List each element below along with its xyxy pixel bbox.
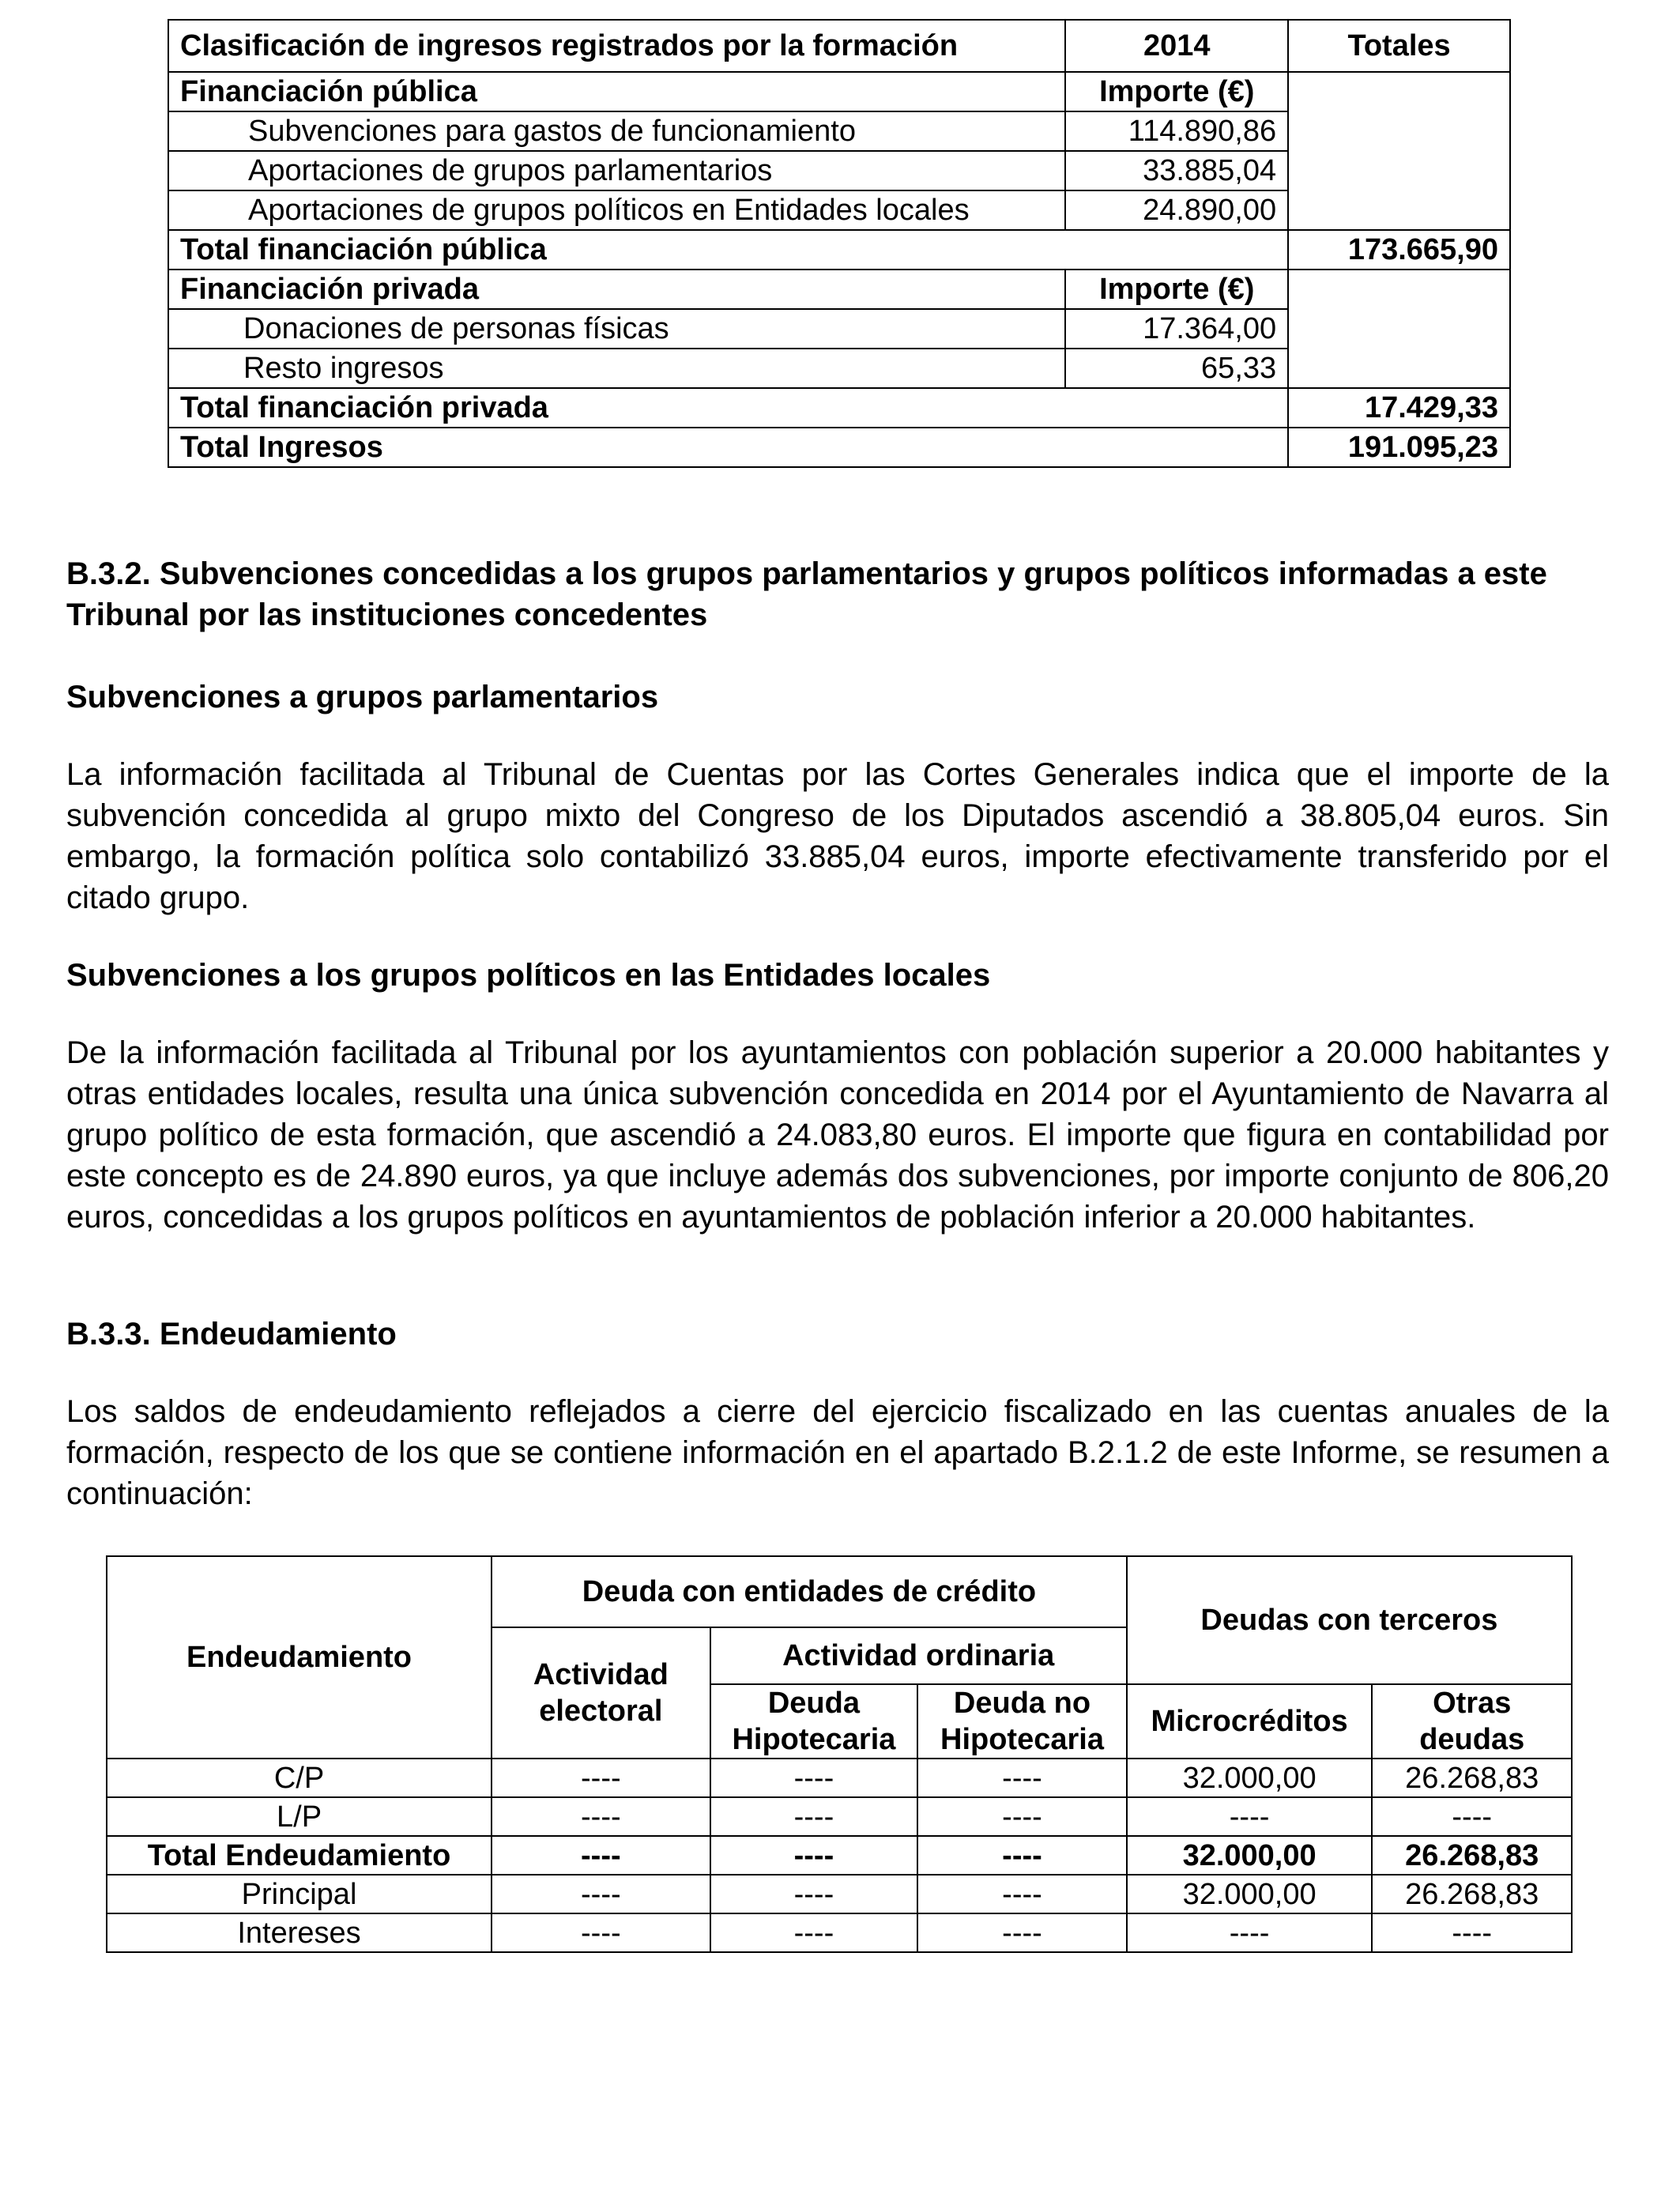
row-label: Aportaciones de grupos parlamentarios (168, 151, 1065, 190)
cell: ---- (1372, 1797, 1572, 1836)
row-label: Principal (107, 1875, 492, 1913)
cell: ---- (1127, 1797, 1373, 1836)
cell: ---- (917, 1913, 1127, 1952)
total-publica-label: Total financiación pública (168, 230, 1288, 270)
header-otras-deudas: Otras deudas (1372, 1684, 1572, 1759)
cell: 26.268,83 (1372, 1759, 1572, 1797)
table-row (107, 1836, 1572, 1875)
total-privada-value: 17.429,33 (1288, 388, 1510, 428)
cell: ---- (1127, 1913, 1373, 1952)
table-row (107, 1913, 1572, 1952)
ingresos-header-year: 2014 (1065, 20, 1288, 72)
publica-label: Financiación pública (168, 72, 1065, 111)
cell: ---- (710, 1836, 918, 1875)
header-endeudamiento: Endeudamiento (107, 1556, 492, 1759)
cell: 32.000,00 (1127, 1759, 1373, 1797)
row-label: Resto ingresos (168, 349, 1065, 388)
row-label: Donaciones de personas físicas (168, 309, 1065, 349)
publica-totales-empty (1288, 72, 1510, 230)
section-b32-title: B.3.2. Subvenciones concedidas a los grupos parlamentarios y grupos políticos informadas a este Tribunal por las instituciones concedentes (66, 556, 1547, 632)
row-value: 17.364,00 (1065, 309, 1288, 349)
cell: ---- (492, 1875, 710, 1913)
header-deuda-hipotecaria: Deuda Hipotecaria (710, 1684, 918, 1759)
cell: ---- (917, 1875, 1127, 1913)
row-value: 33.885,04 (1065, 151, 1288, 190)
header-entidades-credito: Deuda con entidades de crédito (492, 1556, 1127, 1627)
header-actividad-electoral: Actividad electoral (492, 1627, 710, 1759)
privada-totales-empty (1288, 270, 1510, 388)
privada-label: Financiación privada (168, 270, 1065, 309)
row-value: 114.890,86 (1065, 111, 1288, 151)
section-b32-subtitle-2: Subvenciones a los grupos políticos en las Entidades locales (66, 958, 991, 993)
cell: ---- (492, 1913, 710, 1952)
endeudamiento-table (106, 1555, 1573, 1953)
cell: ---- (917, 1797, 1127, 1836)
header-deudas-terceros: Deudas con terceros (1127, 1556, 1572, 1684)
cell: ---- (492, 1759, 710, 1797)
row-label: C/P (107, 1759, 492, 1797)
row-value: 65,33 (1065, 349, 1288, 388)
section-b33-title: B.3.3. Endeudamiento (66, 1317, 397, 1351)
total-publica-value: 173.665,90 (1288, 230, 1510, 270)
row-value: 24.890,00 (1065, 190, 1288, 230)
header-microcreditos: Microcréditos (1127, 1684, 1373, 1759)
cell: 26.268,83 (1372, 1836, 1572, 1875)
table-row (107, 1759, 1572, 1797)
publica-importe-header: Importe (€) (1065, 72, 1288, 111)
ingresos-header-totales: Totales (1288, 20, 1510, 72)
ingresos-table (168, 19, 1511, 468)
total-ingresos-label: Total Ingresos (168, 428, 1288, 467)
total-ingresos-value: 191.095,23 (1288, 428, 1510, 467)
section-b32-paragraph-2: De la información facilitada al Tribunal por los ayuntamientos con población superior a 20.000 habitantes y otras entidades locales, resulta una única subvención concedida en 2014 por el Ayuntamiento de Navarra al grupo político de esta formación, que ascendió a 24.083,80 euros. El importe que figura en contabilidad por este concepto es de 24.890 euros, ya que incluye además dos subvenciones, por importe conjunto de 806,20 euros, concedidas a los grupos políticos en ayuntamientos de población inferior a 20.000 habitantes. (66, 1035, 1609, 1235)
section-b32-subtitle-1: Subvenciones a grupos parlamentarios (66, 680, 659, 714)
cell: ---- (492, 1797, 710, 1836)
header-actividad-ordinaria: Actividad ordinaria (710, 1627, 1127, 1684)
row-label: Intereses (107, 1913, 492, 1952)
row-label: L/P (107, 1797, 492, 1836)
cell: ---- (917, 1759, 1127, 1797)
cell: ---- (917, 1836, 1127, 1875)
cell: 32.000,00 (1127, 1836, 1373, 1875)
cell: ---- (710, 1913, 918, 1952)
ingresos-header-clasificacion: Clasificación de ingresos registrados por la formación (168, 20, 1065, 72)
section-b32-paragraph-1: La información facilitada al Tribunal de Cuentas por las Cortes Generales indica que el importe de la subvención concedida al grupo mixto del Congreso de los Diputados ascendió a 38.805,04 euros. Sin embargo, la formación política solo contabilizó 33.885,04 euros, importe efectivamente transferido por el citado grupo. (66, 757, 1609, 915)
privada-importe-header: Importe (€) (1065, 270, 1288, 309)
row-label: Total Endeudamiento (107, 1836, 492, 1875)
cell: ---- (492, 1836, 710, 1875)
cell: ---- (1372, 1913, 1572, 1952)
table-row (107, 1797, 1572, 1836)
section-b33-paragraph: Los saldos de endeudamiento reflejados a cierre del ejercicio fiscalizado en las cuentas anuales de la formación, respecto de los que se contiene información en el apartado B.2.1.2 de este Informe, se resumen a continuación: (66, 1394, 1609, 1511)
cell: 32.000,00 (1127, 1875, 1373, 1913)
total-privada-label: Total financiación privada (168, 388, 1288, 428)
table-row (107, 1875, 1572, 1913)
cell: ---- (710, 1875, 918, 1913)
cell: 26.268,83 (1372, 1875, 1572, 1913)
row-label: Subvenciones para gastos de funcionamiento (168, 111, 1065, 151)
header-deuda-no-hipotecaria: Deuda no Hipotecaria (917, 1684, 1127, 1759)
cell: ---- (710, 1797, 918, 1836)
cell: ---- (710, 1759, 918, 1797)
row-label: Aportaciones de grupos políticos en Entidades locales (168, 190, 1065, 230)
